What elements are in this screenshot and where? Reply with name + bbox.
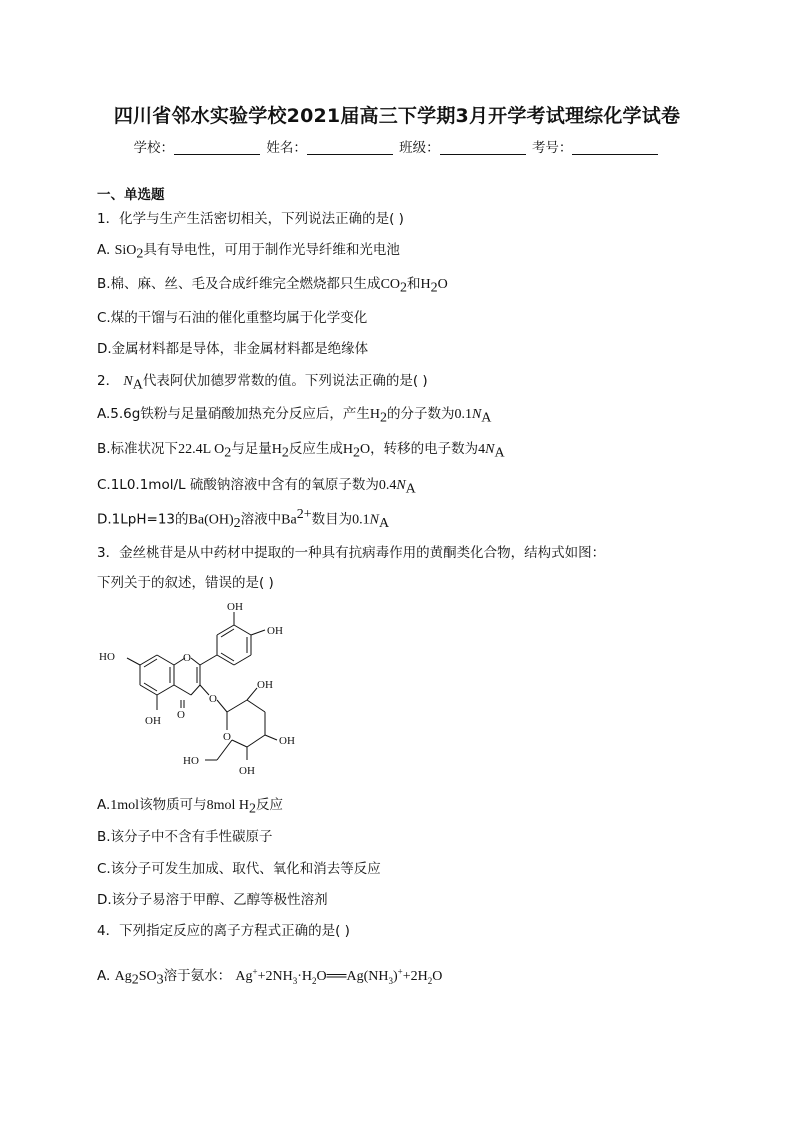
q3-option-b: B.该分子中不含有手性碳原子 (97, 829, 273, 845)
o-label-carbonyl: O (177, 709, 185, 721)
q3-option-d: D.该分子易溶于甲醇、乙醇等极性溶剂 (97, 892, 328, 908)
q4-option-a (97, 964, 442, 989)
q3-stem-line1: 3．金丝桃苷是从中药材中提取的一种具有抗病毒作用的黄酮类化合物，结构式如图： (97, 545, 606, 561)
school-label: 学校： (133, 140, 175, 156)
option-text: C.1L0.1mol/L 硫酸钠溶液中含有的氧原子数为 (97, 477, 379, 493)
ion-equation: $Ag^++2NH_3\cdot H_2O══Ag(NH_3)^++2H_2O$ (235, 966, 443, 986)
subscript: 3 (156, 972, 164, 988)
option-text: B.棉、麻、丝、毛及合成纤维完全燃烧都只生成 (97, 276, 381, 292)
option-text: 具有导电性，可用于制作光导纤维和光电池 (143, 242, 400, 258)
value: 4 (478, 442, 486, 457)
subscript: A (494, 445, 505, 461)
subscript: A (481, 410, 492, 426)
oh-label-sugar-1: OH (257, 679, 273, 691)
q3-option-c: C.该分子可发生加成、取代、氧化和消去等反应 (97, 861, 381, 877)
subscript: A (405, 481, 416, 497)
option-text: ，转移的电子数为 (370, 441, 479, 457)
formula: Ag (114, 969, 132, 984)
o-label-sugar: O (223, 731, 231, 743)
subscript: 2 (224, 445, 232, 461)
class-label: 班级： (399, 140, 440, 156)
subscript: 2 (233, 516, 241, 532)
option-text: 溶液中 (240, 511, 282, 528)
avogadro-symbol: N (123, 374, 133, 389)
subscript: 2 (281, 445, 289, 461)
subscript: 2 (352, 445, 360, 461)
subscript: A (132, 377, 143, 393)
formula: O (437, 277, 448, 292)
section-heading: 一、单选题 (97, 187, 165, 203)
q1-option-b (97, 272, 448, 297)
oh-label-sugar-3: OH (239, 765, 255, 777)
option-text: 和 (407, 276, 421, 292)
formula: Ba(OH) (188, 512, 234, 528)
formula: O (359, 442, 371, 457)
q3-option-a (97, 793, 283, 818)
formula: Ba (281, 512, 297, 528)
option-text: 数目为 (311, 511, 353, 528)
formula: H (271, 442, 282, 457)
q2-option-d (97, 507, 389, 532)
formula: 8mol H (206, 798, 249, 813)
question-text: 代表阿伏加德罗常数的值。下列说法正确的是( ) (142, 373, 428, 389)
formula: CO (380, 277, 401, 292)
option-text: A.5.6g铁粉与足量硝酸加热充分反应后，产生 (97, 406, 370, 422)
formula: 1mol (110, 798, 140, 813)
superscript: 2+ (296, 507, 312, 522)
formula: H (420, 277, 431, 292)
oh-label-3prime: OH (227, 601, 243, 613)
school-blank[interactable] (174, 140, 260, 155)
value: 0.1 (454, 407, 472, 422)
name-blank[interactable] (307, 140, 393, 155)
q2-option-c (97, 473, 416, 498)
option-text: 反应 (255, 797, 283, 813)
oh-label-7: HO (99, 651, 115, 663)
oh-label-5: OH (145, 715, 161, 727)
formula: SO (138, 969, 157, 984)
q1-option-d: D.金属材料都是导体，非金属材料都是绝缘体 (97, 341, 369, 357)
subscript: 2 (136, 246, 144, 262)
option-prefix: A. (97, 968, 115, 984)
class-blank[interactable] (440, 140, 526, 155)
q2-option-b (97, 437, 505, 462)
value: 0.4 (378, 478, 397, 493)
option-text: 该物质可与 (139, 797, 207, 813)
formula: H (342, 442, 353, 457)
q1-option-c: C.煤的干馏与石油的催化重整均属于化学变化 (97, 310, 368, 326)
subscript: 2 (248, 801, 256, 817)
student-info-line (0, 136, 794, 156)
subscript: A (378, 516, 390, 532)
avogadro-symbol: N (396, 478, 406, 493)
option-text: 与足量 (231, 441, 272, 457)
oh-label-4prime: OH (267, 625, 283, 637)
page-title: 四川省邻水实验学校2021届高三下学期3月开学考试理综化学试卷 (113, 105, 681, 127)
avogadro-symbol: N (485, 442, 495, 457)
option-text: 溶于氨水： (163, 968, 232, 984)
q4-stem: 4．下列指定反应的离子方程式正确的是( ) (97, 923, 350, 939)
name-label: 姓名： (266, 140, 307, 156)
subscript: 2 (131, 972, 139, 988)
formula: 22.4L O (178, 442, 225, 457)
oh-label-sugar-2: OH (279, 735, 295, 747)
q1-stem: 1．化学与生产生活密切相关，下列说法正确的是( ) (97, 211, 404, 227)
number-label: 考号： (531, 140, 573, 156)
ho-label-sugar: HO (183, 755, 199, 767)
q2-option-a (97, 402, 491, 427)
o-label-ring: O (183, 652, 191, 664)
number-blank[interactable] (572, 140, 658, 155)
question-number: 2． (97, 373, 124, 389)
avogadro-symbol: N (471, 407, 482, 422)
option-prefix: A. (97, 797, 111, 813)
option-prefix: A. (97, 242, 115, 258)
subscript: 2 (430, 280, 438, 296)
option-text: 反应生成 (288, 441, 343, 457)
q2-stem (97, 369, 428, 394)
o-label-glyco: O (209, 693, 217, 705)
formula: H (369, 407, 380, 422)
option-text: D.1LpH=13的 (97, 511, 189, 528)
option-text: B.标准状况下 (97, 441, 179, 457)
q1-option-a (97, 238, 400, 263)
hyperoside-structure-diagram (97, 600, 337, 780)
option-text: 的分子数为 (386, 406, 455, 422)
subscript: 2 (379, 410, 387, 426)
value: 0.1 (352, 512, 370, 528)
q3-stem-line2: 下列关于的叙述，错误的是( ) (97, 575, 274, 591)
avogadro-symbol: N (369, 512, 379, 528)
subscript: 2 (400, 280, 408, 296)
formula: SiO (114, 243, 137, 258)
